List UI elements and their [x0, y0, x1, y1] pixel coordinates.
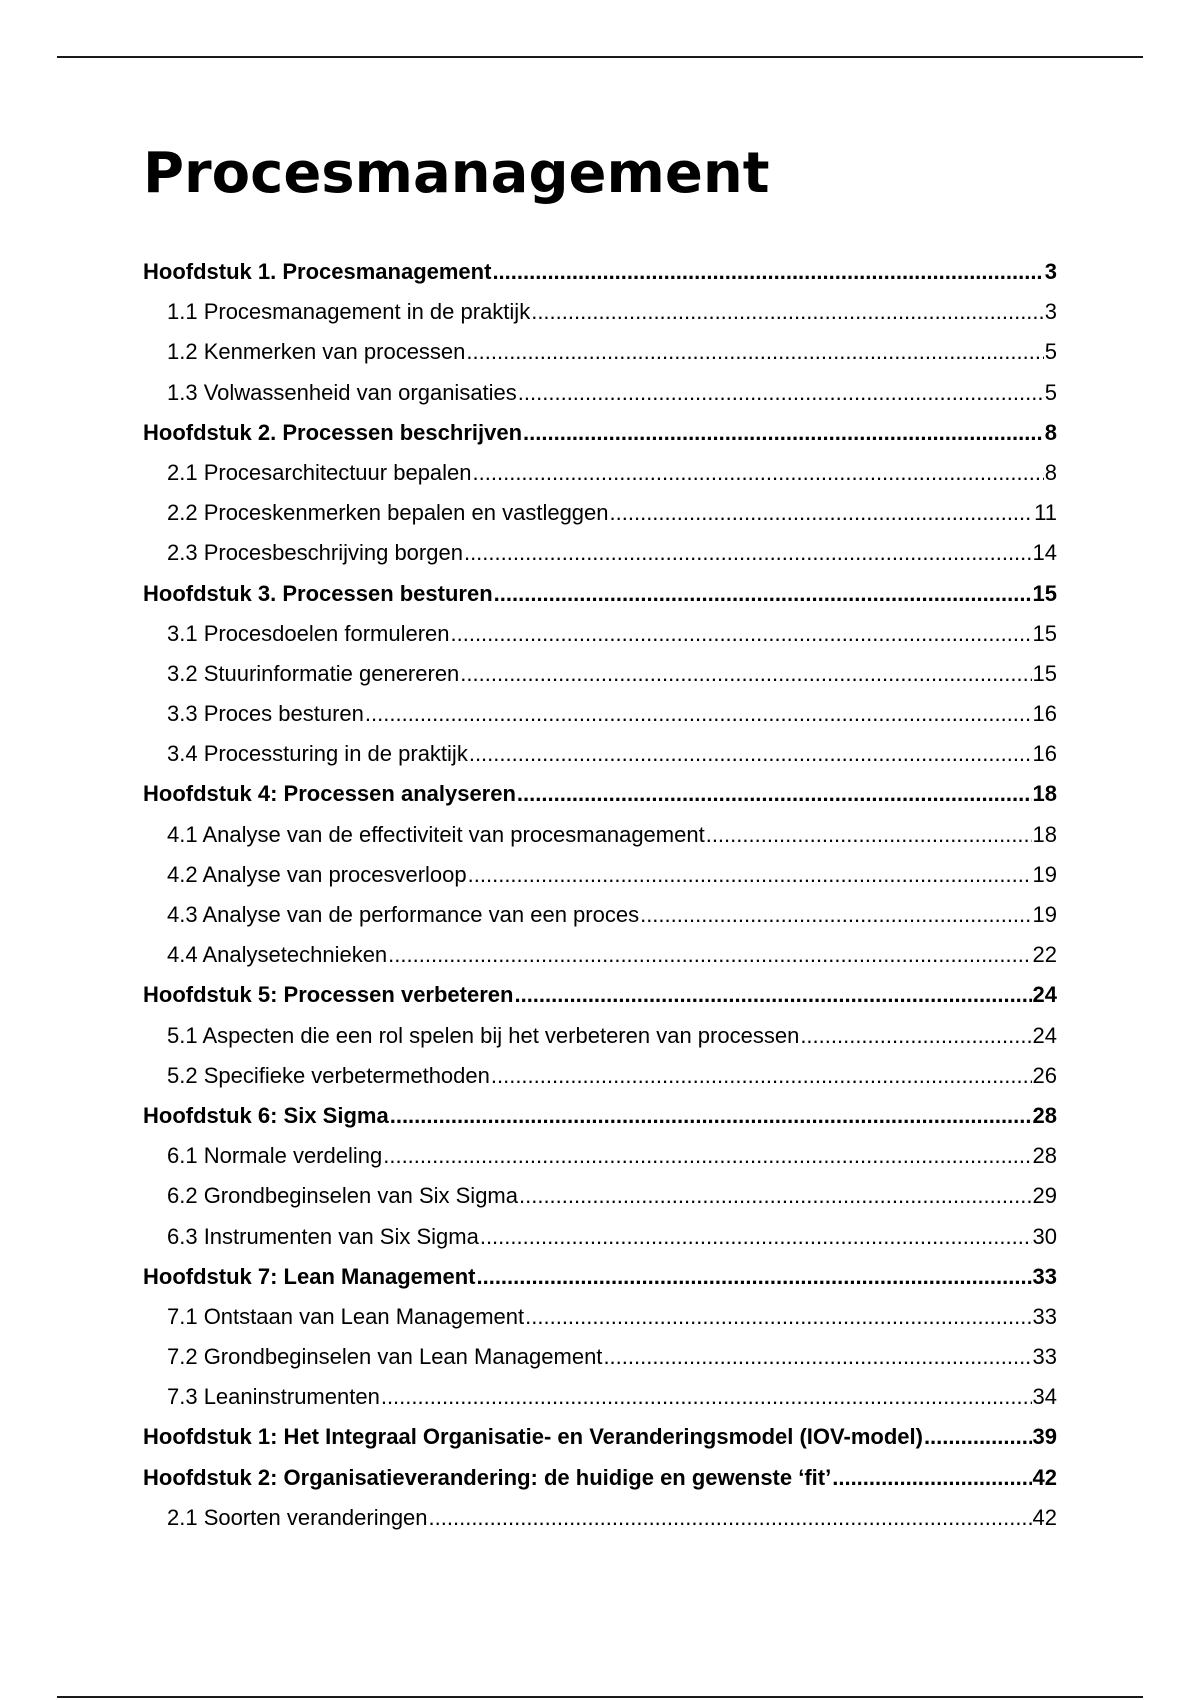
toc-dot-leader: [469, 734, 1032, 774]
toc-dot-leader: [492, 252, 1043, 292]
toc-dot-leader: [706, 815, 1032, 855]
toc-chapter-entry[interactable]: [143, 574, 1057, 614]
toc-dot-leader: [365, 694, 1032, 734]
toc-entry-label: Hoofdstuk 2. Processen beschrijven: [143, 419, 523, 445]
toc-section-entry[interactable]: [143, 1498, 1057, 1538]
toc-entry-page-number: 28: [1032, 1102, 1057, 1128]
toc-dot-leader: [832, 1458, 1031, 1498]
toc-entry-label: Hoofdstuk 1: Het Integraal Organisatie- en Veranderingsmodel (IOV-model): [143, 1424, 923, 1450]
toc-dot-leader: [451, 614, 1032, 654]
toc-section-entry[interactable]: [143, 1297, 1057, 1337]
toc-entry-page-number: 5: [1044, 379, 1057, 405]
toc-entry-page-number: 15: [1032, 660, 1057, 686]
toc-section-entry[interactable]: [143, 614, 1057, 654]
toc-entry-page-number: 42: [1032, 1504, 1057, 1530]
toc-entry-label: 6.2 Grondbeginselen van Six Sigma: [167, 1183, 518, 1209]
toc-entry-page-number: 11: [1034, 500, 1057, 526]
toc-entry-label: 1.2 Kenmerken van processen: [167, 339, 466, 365]
toc-entry-page-number: 19: [1032, 861, 1057, 887]
toc-dot-leader: [800, 1016, 1031, 1056]
toc-dot-leader: [603, 1337, 1031, 1377]
toc-chapter-entry[interactable]: [143, 1417, 1057, 1457]
footer-rule: [57, 1696, 1143, 1698]
toc-section-entry[interactable]: [143, 654, 1057, 694]
toc-section-entry[interactable]: [143, 1337, 1057, 1377]
toc-dot-leader: [517, 774, 1032, 814]
toc-entry-page-number: 33: [1032, 1344, 1057, 1370]
toc-entry-page-number: 39: [1032, 1424, 1057, 1450]
toc-entry-label: Hoofdstuk 1. Procesmanagement: [143, 259, 492, 284]
toc-entry-page-number: 8: [1044, 459, 1057, 485]
toc-section-entry[interactable]: [143, 533, 1057, 573]
toc-dot-leader: [491, 1056, 1032, 1096]
toc-entry-label: Hoofdstuk 3. Processen besturen: [143, 580, 493, 606]
toc-dot-leader: [640, 895, 1031, 935]
toc-entry-label: 3.1 Procesdoelen formuleren: [167, 620, 450, 646]
toc-entry-label: 6.3 Instrumenten van Six Sigma: [167, 1223, 479, 1249]
toc-entry-label: 6.1 Normale verdeling: [167, 1143, 383, 1169]
toc-dot-leader: [610, 493, 1034, 533]
page-title: Procesmanagement: [143, 141, 770, 206]
toc-entry-label: 4.3 Analyse van de performance van een proces: [167, 902, 640, 927]
toc-entry-label: 7.2 Grondbeginselen van Lean Management: [167, 1344, 603, 1370]
toc-dot-leader: [390, 1096, 1032, 1136]
toc-entry-page-number: 5: [1044, 339, 1057, 365]
toc-dot-leader: [383, 1136, 1031, 1176]
toc-entry-page-number: 18: [1032, 781, 1057, 807]
toc-section-entry[interactable]: [143, 332, 1057, 372]
toc-dot-leader: [468, 855, 1032, 895]
toc-section-entry[interactable]: [143, 453, 1057, 493]
toc-entry-label: Hoofdstuk 7: Lean Management: [143, 1263, 476, 1289]
toc-section-entry[interactable]: [143, 1217, 1057, 1257]
toc-entry-label: 2.1 Procesarchitectuur bepalen: [167, 459, 472, 485]
toc-entry-page-number: 28: [1032, 1143, 1057, 1169]
toc-section-entry[interactable]: [143, 935, 1057, 975]
toc-dot-leader: [531, 292, 1044, 332]
toc-entry-page-number: 42: [1032, 1464, 1057, 1490]
toc-dot-leader: [514, 975, 1031, 1015]
toc-chapter-entry[interactable]: [143, 252, 1057, 292]
toc-dot-leader: [388, 935, 1031, 975]
toc-dot-leader: [518, 373, 1044, 413]
toc-entry-label: 7.1 Ontstaan van Lean Management: [167, 1303, 525, 1329]
toc-entry-page-number: 3: [1044, 299, 1057, 325]
toc-entry-label: 7.3 Leaninstrumenten: [167, 1384, 380, 1410]
toc-dot-leader: [466, 332, 1043, 372]
toc-chapter-entry[interactable]: [143, 1096, 1057, 1136]
toc-section-entry[interactable]: [143, 1377, 1057, 1417]
toc-entry-page-number: 15: [1032, 580, 1057, 606]
toc-section-entry[interactable]: [143, 373, 1057, 413]
toc-entry-page-number: 16: [1032, 741, 1057, 767]
toc-entry-page-number: 24: [1032, 982, 1057, 1008]
toc-chapter-entry[interactable]: [143, 1257, 1057, 1297]
toc-entry-label: 2.3 Procesbeschrijving borgen: [167, 540, 463, 566]
toc-section-entry[interactable]: [143, 292, 1057, 332]
toc-chapter-entry[interactable]: [143, 774, 1057, 814]
toc-entry-label: 1.3 Volwassenheid van organisaties: [167, 379, 517, 405]
toc-section-entry[interactable]: [143, 734, 1057, 774]
toc-entry-label: 2.1 Soorten veranderingen: [167, 1504, 428, 1530]
toc-dot-leader: [525, 1297, 1031, 1337]
toc-entry-label: 3.2 Stuurinformatie genereren: [167, 660, 460, 686]
toc-section-entry[interactable]: [143, 1016, 1057, 1056]
toc-section-entry[interactable]: [143, 694, 1057, 734]
toc-chapter-entry[interactable]: [143, 413, 1057, 453]
toc-dot-leader: [460, 654, 1031, 694]
toc-entry-page-number: 33: [1032, 1303, 1057, 1329]
toc-entry-page-number: 30: [1032, 1223, 1057, 1249]
toc-entry-page-number: 16: [1032, 701, 1057, 727]
toc-dot-leader: [473, 453, 1044, 493]
toc-entry-page-number: 33: [1032, 1263, 1057, 1289]
toc-entry-label: Hoofdstuk 5: Processen verbeteren: [143, 982, 514, 1008]
toc-entry-page-number: 15: [1032, 620, 1057, 646]
toc-entry-label: Hoofdstuk 2: Organisatieverandering: de huidige en gewenste ‘fit’: [143, 1464, 832, 1490]
toc-entry-label: 5.2 Specifieke verbetermethoden: [167, 1062, 490, 1088]
toc-entry-page-number: 8: [1044, 419, 1057, 445]
toc-dot-leader: [494, 574, 1032, 614]
toc-entry-label: Hoofdstuk 6: Six Sigma: [143, 1102, 389, 1128]
toc-entry-label: 3.4 Processturing in de praktijk: [167, 741, 468, 767]
toc-entry-page-number: 22: [1032, 942, 1057, 968]
toc-entry-page-number: 29: [1032, 1183, 1057, 1209]
toc-section-entry[interactable]: [143, 895, 1057, 935]
toc-section-entry[interactable]: [143, 1056, 1057, 1096]
header-rule: [57, 56, 1143, 58]
toc-dot-leader: [924, 1417, 1032, 1457]
toc-entry-label: 2.2 Proceskenmerken bepalen en vastleggen: [167, 500, 609, 526]
toc-entry-label: 1.1 Procesmanagement in de praktijk: [167, 299, 531, 325]
toc-entry-page-number: 34: [1032, 1384, 1057, 1410]
toc-dot-leader: [464, 533, 1032, 573]
table-of-contents: [143, 252, 1057, 1538]
toc-dot-leader: [476, 1257, 1031, 1297]
toc-chapter-entry[interactable]: [143, 975, 1057, 1015]
toc-entry-page-number: 18: [1032, 821, 1057, 847]
toc-entry-label: 4.4 Analysetechnieken: [167, 942, 388, 968]
toc-entry-label: Hoofdstuk 4: Processen analyseren: [143, 781, 516, 807]
toc-entry-label: 4.2 Analyse van procesverloop: [167, 861, 467, 887]
toc-dot-leader: [381, 1377, 1032, 1417]
toc-dot-leader: [480, 1217, 1032, 1257]
toc-dot-leader: [429, 1498, 1032, 1538]
toc-entry-label: 5.1 Aspecten die een rol spelen bij het verbeteren van processen: [167, 1022, 800, 1048]
toc-dot-leader: [519, 1176, 1032, 1216]
toc-entry-page-number: 26: [1032, 1062, 1057, 1088]
toc-section-entry[interactable]: [143, 493, 1057, 533]
toc-entry-label: 4.1 Analyse van de effectiviteit van procesmanagement: [167, 821, 705, 847]
toc-section-entry[interactable]: [143, 855, 1057, 895]
toc-entry-label: 3.3 Proces besturen: [167, 701, 364, 727]
toc-section-entry[interactable]: [143, 1136, 1057, 1176]
toc-section-entry[interactable]: [143, 1176, 1057, 1216]
toc-section-entry[interactable]: [143, 815, 1057, 855]
toc-entry-page-number: 3: [1044, 259, 1057, 284]
toc-entry-page-number: 24: [1032, 1022, 1057, 1048]
toc-chapter-entry[interactable]: [143, 1458, 1057, 1498]
toc-entry-page-number: 14: [1032, 540, 1057, 566]
toc-entry-page-number: 19: [1032, 902, 1057, 927]
toc-dot-leader: [523, 413, 1044, 453]
